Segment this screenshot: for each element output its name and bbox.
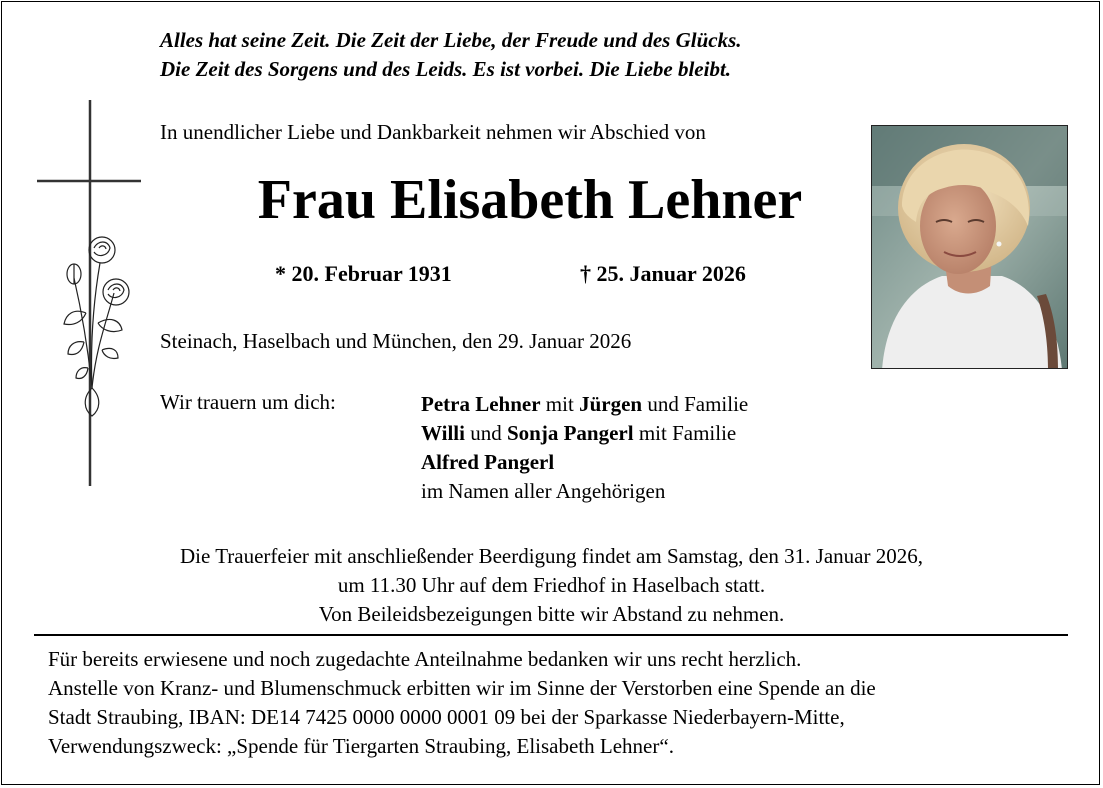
death-date: † 25. Januar 2026 — [580, 261, 746, 286]
mourner-text: und — [464, 421, 507, 445]
mourners-line-2 — [421, 419, 748, 448]
mourners-line-3 — [421, 448, 748, 477]
thanks-text — [48, 645, 876, 761]
ceremony-line-3: Von Beileidsbezeigungen bitte wir Abstand zu nehmen. — [318, 602, 785, 626]
mourner-name: Sonja Pangerl — [506, 421, 634, 445]
thanks-line-1: Für bereits erwiesene und noch zugedachte Anteilnahme bedanken wir uns recht herzlich. — [48, 647, 802, 671]
mourner-text: mit — [540, 392, 580, 416]
mourner-text: mit Familie — [633, 421, 737, 445]
mourners-line-1 — [421, 390, 748, 419]
place-date: Steinach, Haselbach und München, den 29. Januar 2026 — [160, 329, 632, 353]
mourners-list — [421, 390, 748, 506]
mourners-line-4: im Namen aller Angehörigen — [421, 479, 666, 503]
mourner-name: Petra Lehner — [421, 392, 541, 416]
thanks-line-4: Verwendungszweck: „Spende für Tiergarten Straubing, Elisabeth Lehner“. — [48, 734, 674, 758]
mourner-name: Willi — [421, 421, 465, 445]
mourner-name: Jürgen — [579, 392, 643, 416]
intro-text: In unendlicher Liebe und Dankbarkeit nehmen wir Abschied von — [160, 120, 706, 144]
deceased-name: Frau Elisabeth Lehner — [257, 169, 803, 231]
mourner-name: Alfred Pangerl — [421, 450, 555, 474]
thanks-line-3: Stadt Straubing, IBAN: DE14 7425 0000 0000 0001 09 bei der Sparkasse Niederbayern-Mitte, — [48, 705, 845, 729]
mourner-text: und Familie — [642, 392, 749, 416]
ceremony-line-2: um 11.30 Uhr auf dem Friedhof in Haselbach statt. — [337, 573, 766, 597]
divider — [34, 634, 1068, 636]
ceremony-text — [0, 542, 1103, 629]
motto-line-1: Alles hat seine Zeit. Die Zeit der Liebe, der Freude und des Glücks. — [160, 28, 742, 52]
cross-with-rose-icon — [30, 98, 150, 490]
birth-date: * 20. Februar 1931 — [275, 261, 452, 286]
ceremony-line-1: Die Trauerfeier mit anschließender Beerdigung findet am Samstag, den 31. Januar 2026, — [180, 544, 923, 568]
portrait-photo — [871, 125, 1068, 369]
motto-line-2: Die Zeit des Sorgens und des Leids. Es ist vorbei. Die Liebe bleibt. — [160, 57, 732, 81]
mourners-label: Wir trauern um dich: — [160, 390, 336, 414]
thanks-line-2: Anstelle von Kranz- und Blumenschmuck erbitten wir im Sinne der Verstorben eine Spende an die — [48, 676, 876, 700]
